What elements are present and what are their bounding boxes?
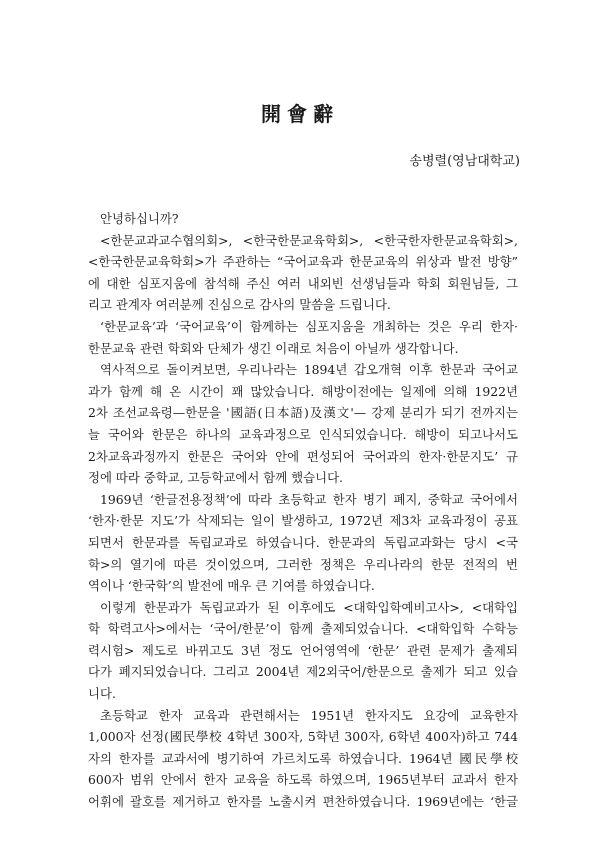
document-title: 開會辭 bbox=[261, 102, 339, 126]
text-line: 1,000자 선정(國民學校 4학년 300자, 5학년 300자, 6학년 400자)하고 744 bbox=[88, 729, 518, 745]
text-line: 정에 따라 중학교, 고등학교에서 함께 했습니다. bbox=[88, 470, 343, 486]
text-line: 리고 관계자 여러분께 진심으로 감사의 말씀을 드립니다. bbox=[88, 297, 391, 313]
text-line: 늘 국어와 한문은 하나의 교육과정으로 인식되었습니다. 해방이 되고나서도 bbox=[88, 426, 518, 442]
text-line: 초등학교 한자 교육과 관련해서는 1951년 한자지도 요강에 교육한자 bbox=[100, 707, 518, 723]
text-line: 다가 폐지되었습니다. 그리고 2004년 제2외국어/한문으로 출제가 되고 있습 bbox=[88, 664, 518, 680]
text-line: 에 대한 심포지움에 참석해 주신 여러 내외빈 선생님들과 학회 회원님들, 그 bbox=[88, 275, 518, 291]
text-line: 자의 한자를 교과서에 병기하여 가르치도록 하였습니다. 1964년 國民學校 bbox=[88, 750, 518, 766]
text-line: 되면서 한문과를 독립교과로 하였습니다. 한문과의 독립교과화는 당시 <국 bbox=[88, 534, 518, 550]
text-line: 학>의 열기에 따른 것이었으며, 그러한 정책은 우리나라의 한문 전적의 번 bbox=[88, 556, 518, 572]
text-line: 한문교육 관련 학회와 단체가 생긴 이래로 처음이 아닐까 생각합니다. bbox=[88, 340, 459, 356]
text-line: ‘한문교육’과 ‘국어교육’이 함께하는 심포지움을 개최하는 것은 우리 한자· bbox=[100, 318, 518, 334]
text-line: 2차 조선교육령—한문을 '國語(日本語)及漢文'— 강제 분리가 되기 전까지는 bbox=[88, 405, 518, 421]
text-line: <한문교과교수협의회>, <한국한문교육학회>, <한국한자한문교육학회>, bbox=[100, 232, 518, 248]
text-line: 력시험> 제도로 바뀌고도 3년 정도 언어영역에 ‘한문’ 관련 문제가 출제되 bbox=[88, 642, 518, 658]
text-line: 역이나 ‘한국학’의 발전에 매우 큰 기여를 하였습니다. bbox=[88, 578, 375, 594]
text-line: 과가 함께 해 온 시간이 꽤 많았습니다. 해방이전에는 일제에 의해 1922년 bbox=[88, 383, 518, 399]
text-line: 역사적으로 돌이켜보면, 우리나라는 1894년 갑오개혁 이후 한문과 국어교 bbox=[100, 362, 518, 378]
text-line: 이렇게 한문과가 독립교과가 된 이후에도 <대학입학예비고사>, <대학입 bbox=[100, 599, 518, 615]
text-line: 2차교육과정까지 한문은 국어와 안에 편성되어 국어과의 한자·한문지도’ 규 bbox=[88, 448, 518, 464]
text-line: 니다. bbox=[88, 686, 116, 702]
author-line: 송병렬(영남대학교) bbox=[409, 154, 520, 169]
text-line: 안녕하십니까? bbox=[100, 211, 179, 226]
text-line: 학 학력고사>에서는 ‘국어/한문’이 함께 출제되었습니다. <대학입학 수학능 bbox=[88, 621, 518, 637]
text-line: ‘한자·한문 지도’가 삭제되는 일이 발생하고, 1972년 제3차 교육과정이 공표 bbox=[88, 513, 518, 529]
text-line: <한국한문교육학회>가 주관하는 “국어교육과 한문교육의 위상과 발전 방향” bbox=[88, 254, 518, 270]
body-text bbox=[88, 208, 518, 813]
text-line: 600자 범위 안에서 한자 교육을 하도록 하였으며, 1965년부터 교과서 한자 bbox=[88, 772, 518, 788]
text-line: 1969년 ‘한글전용정책’에 따라 초등학교 한자 병기 폐지, 중학교 국어에서 bbox=[100, 491, 518, 507]
text-line: 어휘에 괄호를 제거하고 한자를 노출시켜 편찬하였습니다. 1969년에는 ‘한글 bbox=[88, 794, 518, 810]
